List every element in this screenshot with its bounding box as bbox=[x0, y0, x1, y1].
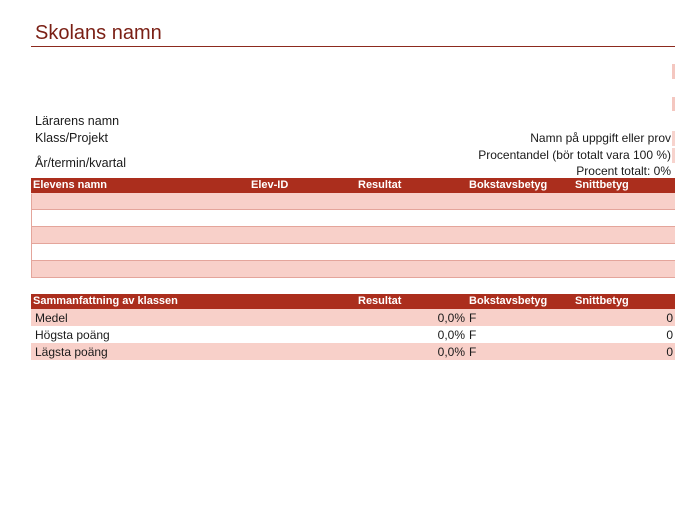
letter-grade-cell[interactable] bbox=[467, 244, 573, 261]
average-grade-cell[interactable] bbox=[573, 227, 675, 244]
average-grade-cell[interactable] bbox=[573, 193, 675, 210]
summary-average-cell[interactable]: 0 bbox=[666, 327, 673, 342]
result-cell[interactable] bbox=[356, 227, 467, 244]
student-name-cell[interactable] bbox=[31, 244, 249, 261]
letter-grade-cell[interactable] bbox=[467, 210, 573, 227]
column-header-result[interactable]: Resultat bbox=[356, 178, 467, 193]
summary-letter-cell[interactable]: F bbox=[467, 309, 573, 326]
year-term-label[interactable]: År/termin/kvartal bbox=[35, 156, 126, 170]
summary-row-mean bbox=[31, 309, 675, 326]
table-row bbox=[31, 261, 675, 278]
summary-label-cell[interactable]: Högsta poäng bbox=[35, 327, 110, 342]
column-header-average-grade[interactable]: Snittbetyg bbox=[573, 294, 675, 309]
student-id-cell[interactable] bbox=[249, 261, 356, 278]
table-row bbox=[31, 227, 675, 244]
average-grade-cell[interactable] bbox=[573, 210, 675, 227]
summary-label-cell[interactable]: Medel bbox=[31, 309, 356, 326]
assignment-name-label: Namn på uppgift eller prov bbox=[530, 131, 671, 145]
students-header-row bbox=[31, 178, 675, 193]
column-header-student-id[interactable]: Elev-ID bbox=[249, 178, 356, 193]
summary-row-highest bbox=[31, 326, 675, 343]
student-id-cell[interactable] bbox=[249, 244, 356, 261]
student-id-cell[interactable] bbox=[249, 210, 356, 227]
summary-letter-cell[interactable]: F bbox=[469, 327, 477, 342]
average-grade-cell[interactable] bbox=[573, 261, 675, 278]
student-name-cell[interactable] bbox=[31, 210, 249, 227]
result-cell[interactable] bbox=[356, 210, 467, 227]
school-name-title[interactable]: Skolans namn bbox=[35, 22, 162, 44]
student-name-cell[interactable] bbox=[31, 227, 249, 244]
result-cell[interactable] bbox=[356, 244, 467, 261]
summary-result-cell[interactable]: 0,0% bbox=[356, 343, 467, 360]
table-row bbox=[31, 193, 675, 210]
column-header-class-summary[interactable]: Sammanfattning av klassen bbox=[31, 294, 356, 309]
average-grade-cell[interactable] bbox=[573, 244, 675, 261]
table-row bbox=[31, 244, 675, 261]
students-table bbox=[31, 178, 675, 278]
summary-average-cell[interactable]: 0 bbox=[573, 343, 675, 360]
student-id-cell[interactable] bbox=[249, 227, 356, 244]
column-header-average-grade[interactable]: Snittbetyg bbox=[573, 178, 675, 193]
letter-grade-cell[interactable] bbox=[467, 227, 573, 244]
title-divider bbox=[31, 46, 675, 47]
column-header-result[interactable]: Resultat bbox=[356, 294, 467, 309]
student-name-cell[interactable] bbox=[31, 261, 249, 278]
table-left-border bbox=[31, 194, 32, 278]
column-header-letter-grade[interactable]: Bokstavsbetyg bbox=[467, 294, 573, 309]
summary-average-cell[interactable]: 0 bbox=[573, 309, 675, 326]
percent-total-label: Procent totalt: 0% bbox=[576, 164, 671, 178]
class-project-label[interactable]: Klass/Projekt bbox=[35, 131, 108, 145]
teacher-name-label[interactable]: Lärarens namn bbox=[35, 114, 120, 128]
result-cell[interactable] bbox=[356, 193, 467, 210]
column-header-letter-grade[interactable]: Bokstavsbetyg bbox=[467, 178, 573, 193]
class-summary-table bbox=[31, 294, 675, 360]
result-cell[interactable] bbox=[356, 261, 467, 278]
percent-share-label: Procentandel (bör totalt vara 100 %) bbox=[478, 148, 671, 162]
letter-grade-cell[interactable] bbox=[467, 261, 573, 278]
student-name-cell[interactable] bbox=[31, 193, 249, 210]
summary-row-lowest bbox=[31, 343, 675, 360]
student-id-cell[interactable] bbox=[249, 193, 356, 210]
column-header-student-name[interactable]: Elevens namn bbox=[31, 178, 249, 193]
summary-letter-cell[interactable]: F bbox=[467, 343, 573, 360]
summary-result-cell[interactable]: 0,0% bbox=[356, 309, 467, 326]
table-row bbox=[31, 210, 675, 227]
summary-result-cell[interactable]: 0,0% bbox=[437, 327, 465, 342]
summary-header-row bbox=[31, 294, 675, 309]
summary-label-cell[interactable]: Lägsta poäng bbox=[31, 343, 356, 360]
letter-grade-cell[interactable] bbox=[467, 193, 573, 210]
